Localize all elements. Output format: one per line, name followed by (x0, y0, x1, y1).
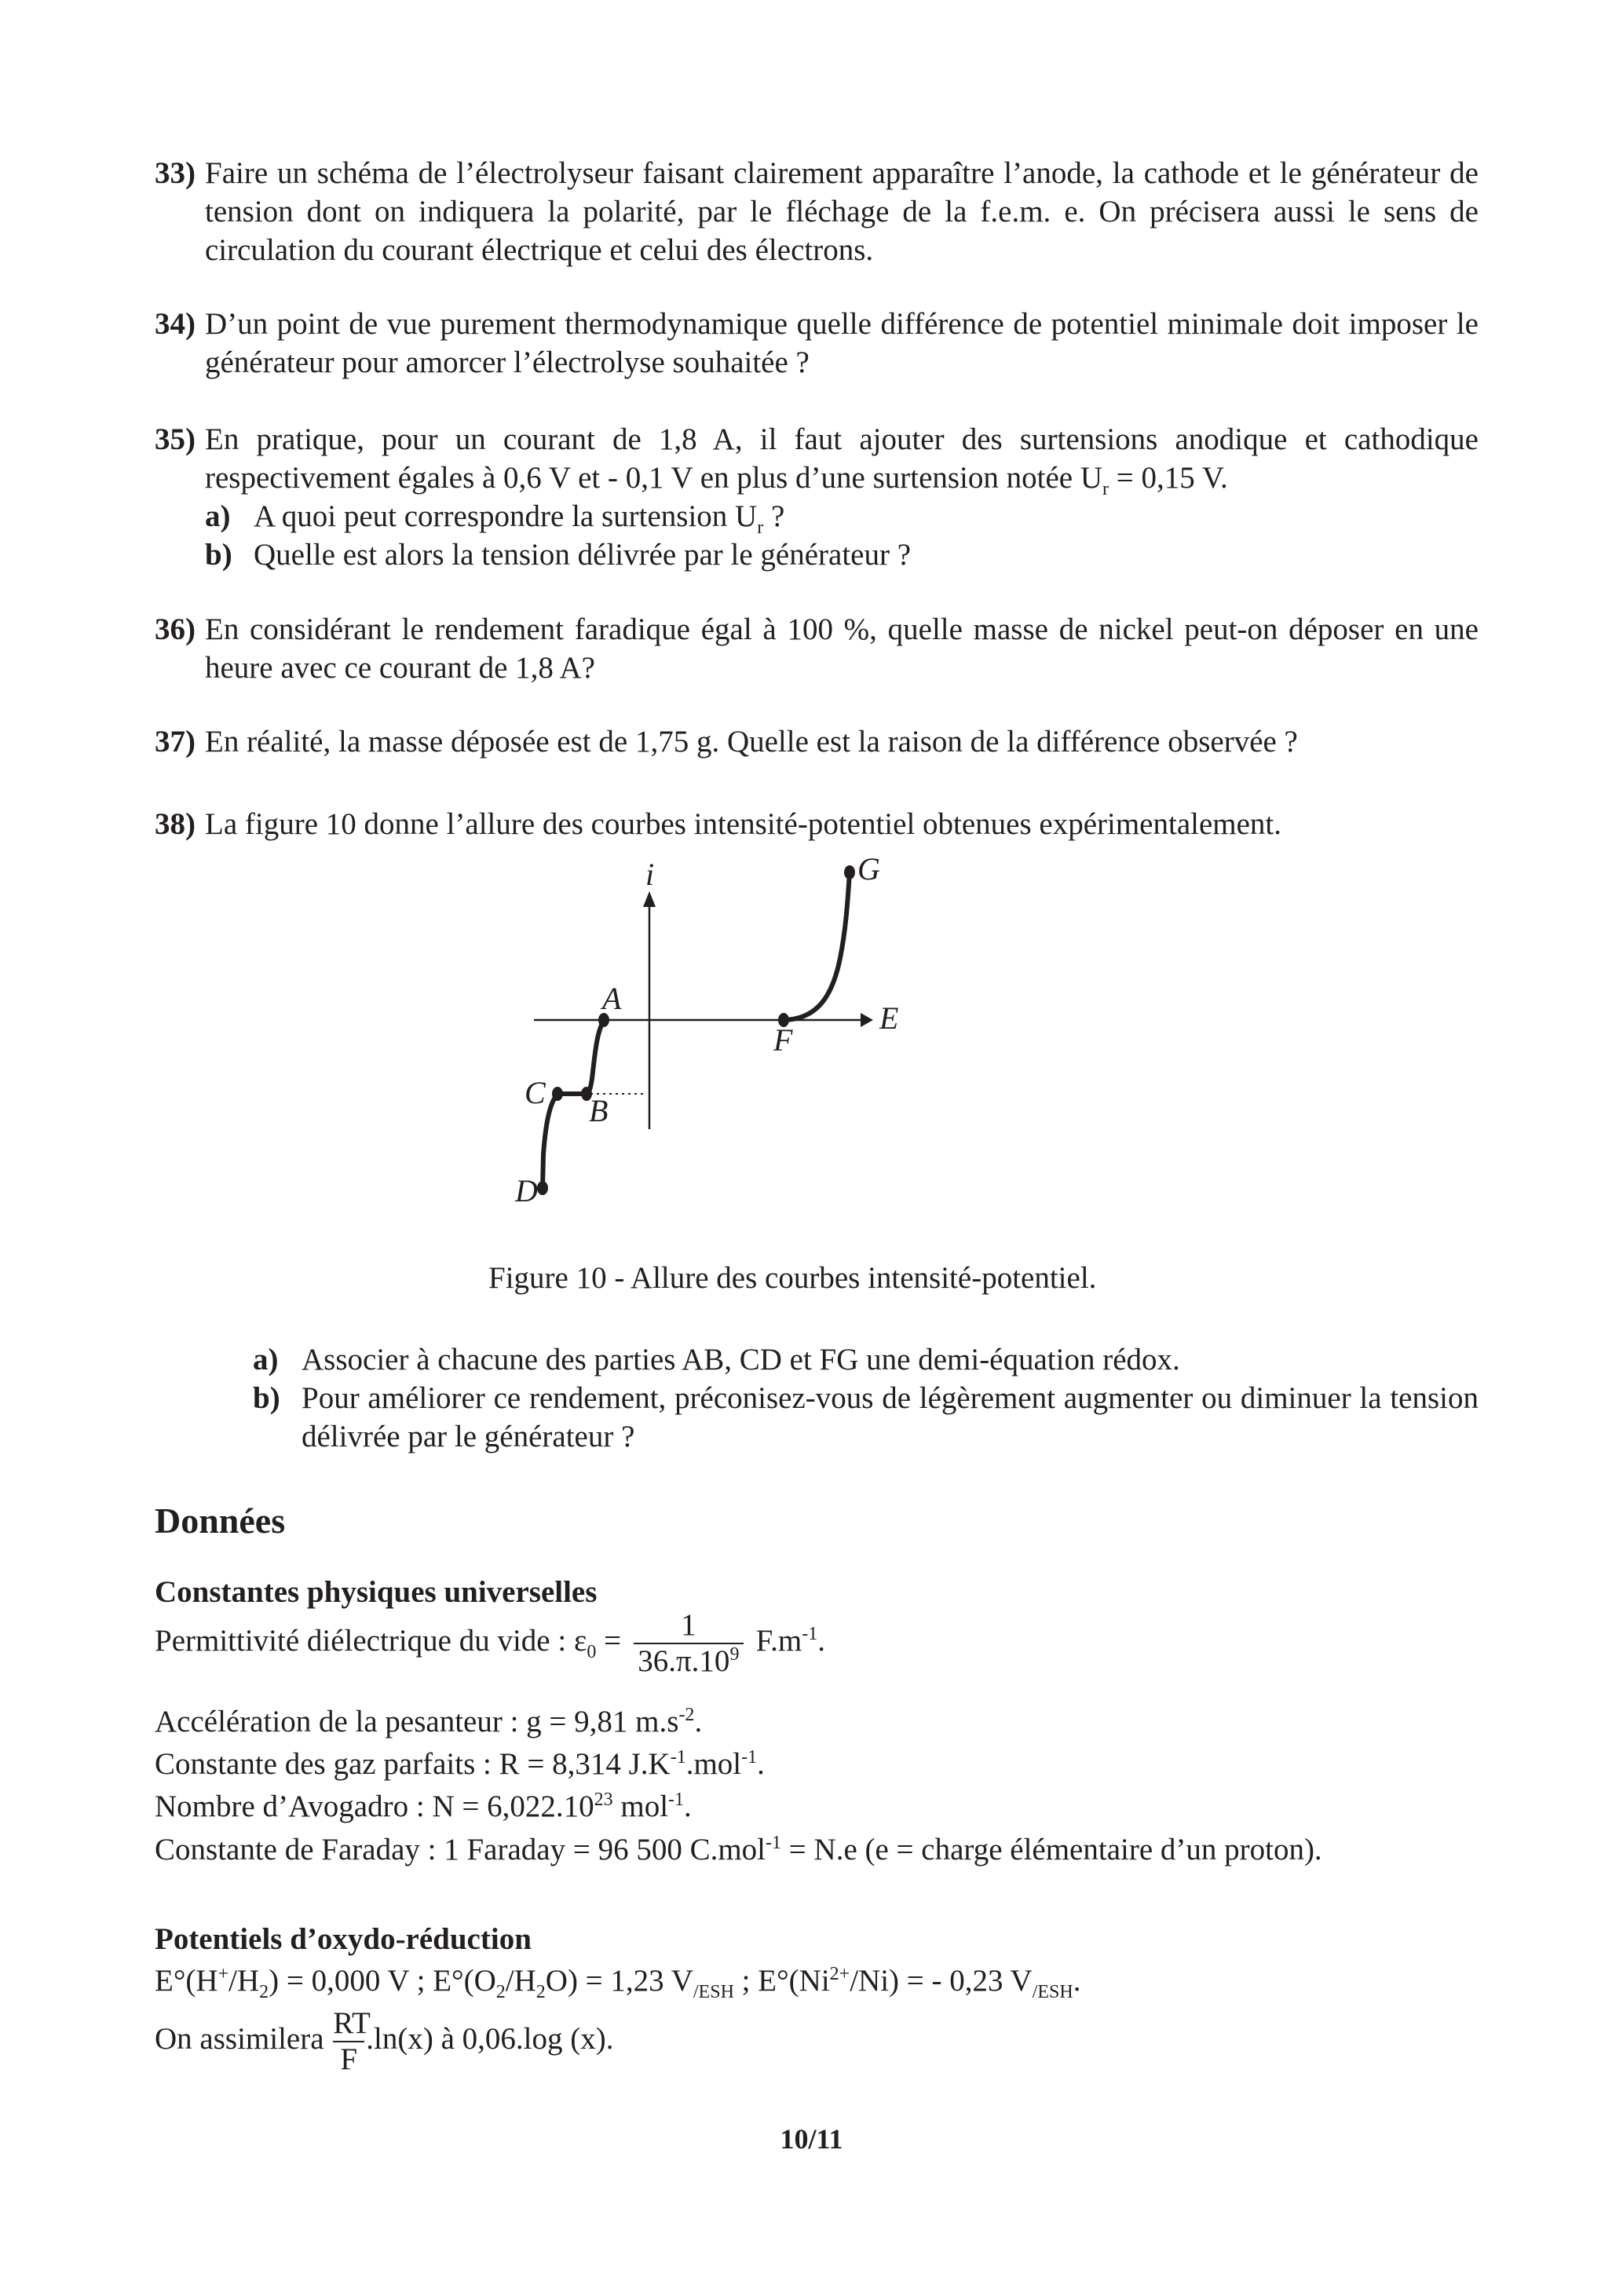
epsilon-symbol: ε (573, 1623, 587, 1658)
text: On assimilera (155, 2021, 332, 2056)
question-38 (155, 805, 1479, 843)
text: = (596, 1623, 622, 1658)
question-33 (155, 154, 1479, 269)
avogadro-line (155, 1787, 692, 1826)
curve-ab (587, 1020, 604, 1094)
assimilera-line (155, 2006, 613, 2077)
item-label: a) (205, 499, 231, 533)
text: E°(H (155, 1964, 218, 1998)
text: . (694, 1705, 703, 1738)
question-text (205, 420, 1479, 497)
numerator: 1 (681, 1608, 696, 1642)
fraction (634, 1608, 744, 1679)
text: mol (612, 1790, 669, 1823)
text: Accélération de la pesanteur : g = 9,81 m.s (155, 1705, 679, 1738)
question-34 (155, 305, 1479, 382)
subscript: 0 (587, 1641, 597, 1662)
permittivite-line (155, 1608, 825, 1679)
section-title-donnees: Données (155, 1501, 286, 1541)
fraction (333, 2006, 371, 2077)
text: Quelle est alors la tension délivrée par le générateur ? (254, 538, 912, 572)
x-axis-label: E (879, 1000, 899, 1036)
question-text: D’un point de vue purement thermodynamique quelle différence de potentiel minimale doit imposer le générateur pour amorcer l’électrolyse souhaitée ? (205, 307, 1479, 379)
text: = 0,15 V. (1109, 461, 1228, 495)
text: ; E°(Ni (733, 1964, 830, 1998)
text: ) = 0,000 V ; E°(O (269, 1964, 496, 1998)
figure-caption: Figure 10 - Allure des courbes intensité-potentiel. (488, 1261, 1097, 1295)
superscript: -1 (741, 1747, 758, 1768)
sub-items (205, 497, 1479, 574)
superscript: -1 (670, 1747, 686, 1768)
question-number: 37) (155, 725, 196, 759)
text: /H (505, 1964, 536, 1998)
gaz-line (155, 1745, 765, 1783)
question-number: 38) (155, 807, 196, 841)
label-d: D (515, 1173, 538, 1208)
superscript: -1 (766, 1833, 782, 1853)
potentiels-line (155, 1961, 1080, 2000)
question-text: En considérant le rendement faradique égal à 100 %, quelle masse de nickel peut-on déposer en une heure avec ce courant de 1,8 A? (205, 612, 1479, 685)
subscript: r (1102, 478, 1109, 499)
text: . (757, 1747, 765, 1781)
faraday-line (155, 1830, 1322, 1869)
question-text: En réalité, la masse déposée est de 1,75 g. Quelle est la raison de la différence observée ? (205, 725, 1298, 759)
question-37 (155, 722, 1479, 761)
superscript: -2 (678, 1705, 695, 1725)
label-a: A (602, 981, 622, 1016)
text: = N.e (e = charge élémentaire d’un proton). (781, 1833, 1322, 1866)
subscript: r (757, 517, 764, 538)
text: Permittivité diélectrique du vide : (155, 1623, 574, 1658)
points (537, 865, 855, 1195)
question-number: 34) (155, 307, 196, 341)
superscript: 9 (729, 1644, 740, 1665)
x-axis-arrow-icon (861, 1013, 873, 1027)
sub-item-b (205, 536, 1479, 574)
page-number: 10/11 (780, 2123, 843, 2155)
subsection-title-potentiels: Potentiels d’oxydo-réduction (155, 1922, 532, 1956)
y-axis-arrow-icon (643, 891, 656, 907)
text: . (817, 1623, 825, 1658)
question-number: 33) (155, 156, 196, 190)
item-label: b) (205, 538, 232, 572)
text: /H (228, 1964, 260, 1998)
subscript: 2 (536, 1981, 546, 2002)
question-text: La figure 10 donne l’allure des courbes intensité-potentiel obtenues expérimentalement. (205, 807, 1282, 841)
subscript: /ESH (1032, 1981, 1073, 2002)
text: . (684, 1790, 692, 1823)
denominator: F (333, 2041, 364, 2077)
text: .mol (685, 1747, 742, 1781)
text: O) = 1,23 V (545, 1964, 693, 1998)
text: ? (763, 499, 785, 533)
text: Nombre d’Avogadro : N = 6,022.10 (155, 1790, 594, 1823)
pesanteur-line (155, 1702, 702, 1741)
subscript: /ESH (693, 1981, 734, 2002)
question-35 (155, 420, 1479, 574)
denominator (634, 1643, 744, 1679)
point-d (537, 1181, 548, 1195)
superscript: 2+ (829, 1964, 850, 1984)
text: A quoi peut correspondre la surtension U (254, 499, 758, 533)
question-number: 35) (155, 422, 196, 456)
superscript: -1 (802, 1623, 818, 1644)
subscript: 2 (259, 1981, 269, 2002)
text: /Ni) = - 0,23 V (850, 1964, 1033, 1998)
numerator: RT (333, 2006, 371, 2040)
text: .ln(x) à 0,06.log (x). (366, 2021, 614, 2056)
superscript: 23 (594, 1790, 613, 1810)
text: F.m (755, 1623, 802, 1658)
item-label: a) (253, 1343, 279, 1377)
item-label: b) (253, 1381, 280, 1415)
subscript: 2 (495, 1981, 506, 2002)
question-number: 36) (155, 612, 196, 646)
text: 36.π.10 (638, 1644, 730, 1678)
sub-item-a (253, 1340, 1479, 1379)
curve-fg (784, 872, 850, 1020)
sub-item-a (205, 497, 1479, 536)
point-c (552, 1087, 563, 1101)
question-36 (155, 610, 1479, 687)
label-g: G (857, 851, 880, 887)
figure-10-intensity-potential-curves (510, 848, 1060, 1225)
label-c: C (525, 1075, 546, 1110)
text: En pratique, pour un courant de 1,8 A, il faut ajouter des surtensions anodique et cathodique respectivement égales à 0,6 V et - 0,1 V en plus d’une surtension notée U (205, 422, 1479, 495)
label-b: B (589, 1093, 609, 1128)
text: Associer à chacune des parties AB, CD et FG une demi-équation rédox. (302, 1343, 1180, 1377)
text: Pour améliorer ce rendement, préconisez-vous de légèrement augmenter ou diminuer la tension délivrée par le générateur ? (302, 1381, 1479, 1453)
point-g (844, 865, 855, 879)
sub-item-b (253, 1379, 1479, 1456)
text: Constante des gaz parfaits : R = 8,314 J.K (155, 1747, 671, 1781)
subsection-title-constantes: Constantes physiques universelles (155, 1575, 598, 1609)
text: . (1073, 1964, 1081, 1998)
superscript: + (217, 1964, 229, 1984)
superscript: -1 (668, 1790, 685, 1810)
y-axis-label: i (645, 857, 655, 892)
text: Constante de Faraday : 1 Faraday = 96 500 C.mol (155, 1833, 766, 1866)
question-38-items (253, 1340, 1479, 1456)
question-text: Faire un schéma de l’électrolyseur faisant clairement apparaître l’anode, la cathode et le générateur de tension dont on indiquera la polarité, par le fléchage de la f.e.m. e. On précisera aussi le sens de circulation du courant électrique et celui des électrons. (205, 156, 1479, 267)
label-f: F (773, 1022, 793, 1058)
